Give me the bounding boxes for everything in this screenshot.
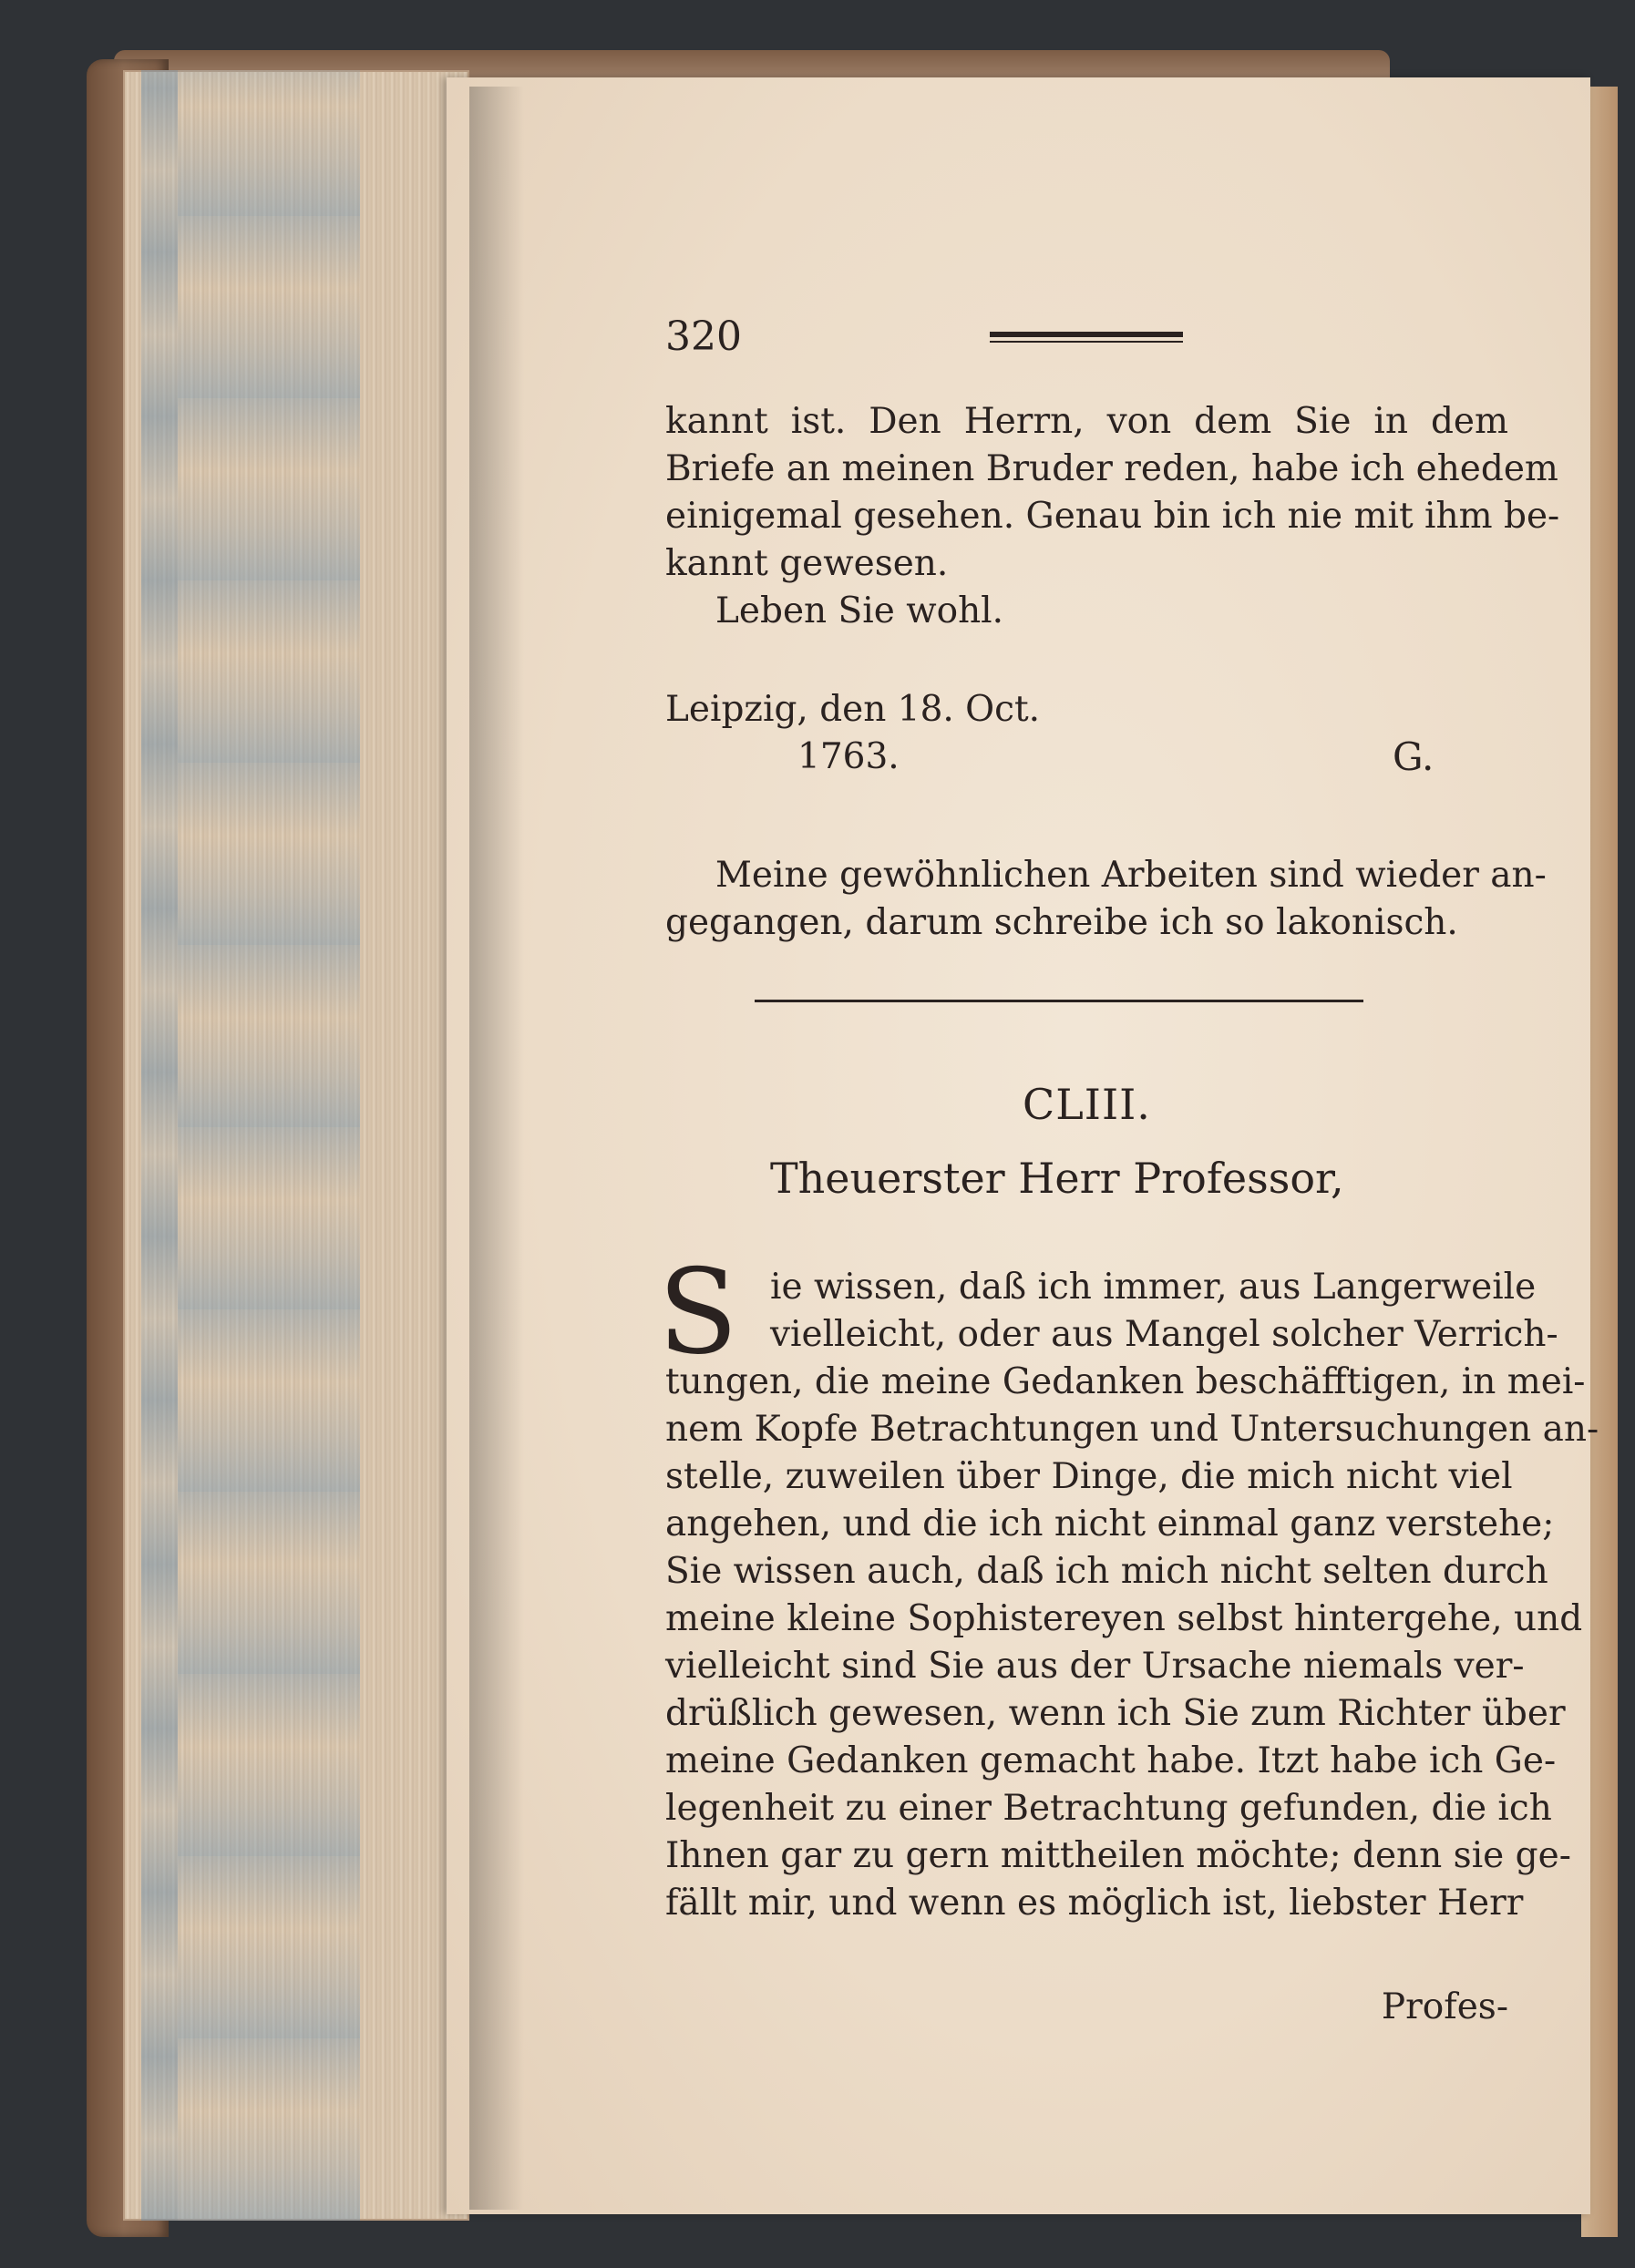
text-line: legenheit zu einer Betrachtung gefunden, die ich <box>665 1788 1552 1829</box>
text-line: kannt ist. Den Herrn, von dem Sie in dem <box>665 401 1508 442</box>
header-rule-thick <box>990 332 1183 337</box>
date-year: 1763. <box>797 736 900 777</box>
text-line: Ihnen gar zu gern mittheilen möchte; denn sie ge- <box>665 1835 1571 1876</box>
postscript-line: Meine gewöhnlichen Arbeiten sind wieder an- <box>715 855 1547 896</box>
catchword: Profes- <box>1381 1986 1508 2027</box>
letter-number: CLIII. <box>1023 1080 1151 1129</box>
text-line: tungen, die meine Gedanken beschäfftigen, in mei- <box>665 1361 1586 1402</box>
page-block-edges <box>123 70 469 2221</box>
text-line: einigemal gesehen. Genau bin ich nie mit ihm be- <box>665 496 1560 537</box>
text-line: angehen, und die ich nicht einmal ganz verstehe; <box>665 1503 1555 1544</box>
text-line: vielleicht sind Sie aus der Ursache niemals ver- <box>665 1646 1525 1687</box>
text-line: drüßlich gewesen, wenn ich Sie zum Richter über <box>665 1693 1566 1734</box>
page-header <box>665 310 1508 364</box>
page-number: 320 <box>665 313 742 360</box>
text-line: vielleicht, oder aus Mangel solcher Verrich- <box>770 1314 1558 1355</box>
text-line: stelle, zuweilen über Dinge, die mich nicht viel <box>665 1456 1513 1497</box>
section-divider <box>755 1000 1363 1002</box>
place-date: Leipzig, den 18. Oct. <box>665 689 1041 730</box>
gutter-shadow <box>469 87 524 2210</box>
text-line: meine Gedanken gemacht habe. Itzt habe ich Ge- <box>665 1740 1557 1781</box>
letter-closing: Leben Sie wohl. <box>715 590 1004 631</box>
postscript-line: gegangen, darum schreibe ich so lakonisch. <box>665 902 1458 943</box>
signature: G. <box>1393 734 1434 779</box>
drop-cap: S <box>658 1245 738 1380</box>
text-line: nem Kopfe Betrachtungen und Untersuchungen an- <box>665 1409 1599 1450</box>
salutation: Theuerster Herr Professor, <box>770 1154 1344 1203</box>
text-line: Sie wissen auch, daß ich mich nicht selten durch <box>665 1551 1548 1592</box>
text-line: ie wissen, daß ich immer, aus Langerweile <box>770 1267 1537 1308</box>
text-line: fällt mir, und wenn es möglich ist, liebster Herr <box>665 1883 1524 1924</box>
text-line: meine kleine Sophistereyen selbst hintergehe, und <box>665 1598 1583 1639</box>
text-line: Briefe an meinen Bruder reden, habe ich ehedem <box>665 448 1558 489</box>
marbled-edge-pattern <box>141 70 178 2221</box>
marbled-edge-pattern-wide <box>178 70 360 2221</box>
header-rule-thin <box>990 341 1183 343</box>
book-page <box>447 77 1599 2214</box>
text-line: kannt gewesen. <box>665 543 949 584</box>
